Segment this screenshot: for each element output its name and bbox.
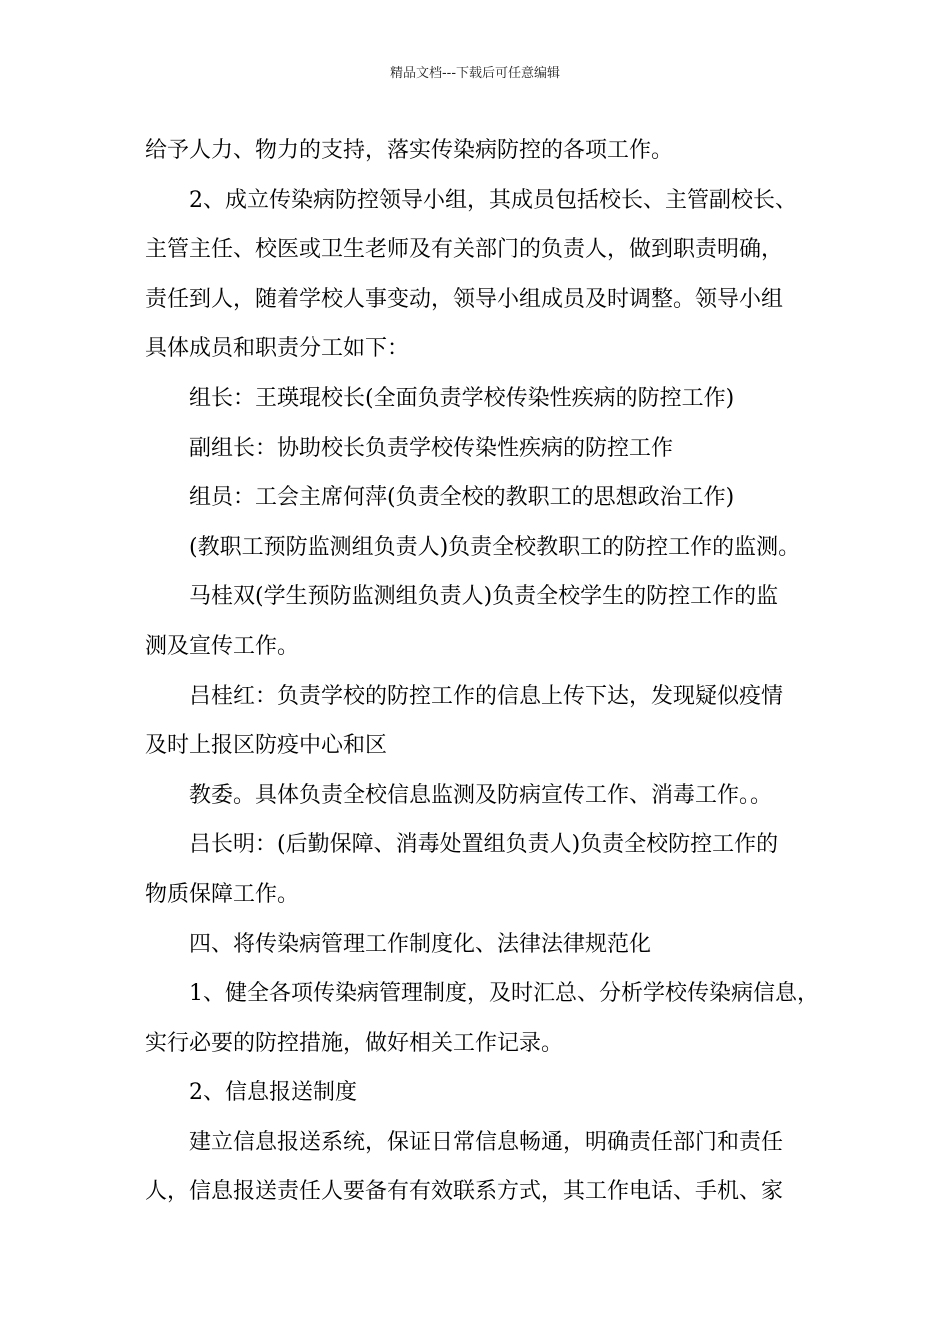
text-line: 副组长：协助校长负责学校传染性疾病的防控工作 [189,435,674,461]
text-line: 给予人力、物力的支持，落实传染病防控的各项工作。 [145,138,674,163]
text-line: 主管主任、校医或卫生老师及有关部门的负责人，做到职责明确， [145,237,784,263]
document-body [145,126,825,1217]
text-line: 组长：王瑛琨校长(全面负责学校传染性疾病的防控工作) [189,385,735,411]
text-line: 人，信息报送责任人要备有有效联系方式，其工作电话、手机、家 [145,1179,784,1205]
text-line: 教委。具体负责全校信息监测及防病宣传工作、消毒工作。。 [189,782,773,808]
text-line: 2、成立传染病防控领导小组，其成员包括校长、主管副校长、 [189,187,797,213]
text-line: 建立信息报送系统，保证日常信息畅通，明确责任部门和责任 [189,1129,784,1155]
text-line: 1、健全各项传染病管理制度，及时汇总、分析学校传染病信息， [189,981,819,1007]
text-line: 具体成员和职责分工如下： [145,336,410,362]
text-line: 责任到人，随着学校人事变动，领导小组成员及时调整。领导小组 [145,286,784,312]
text-line: 吕长明：(后勤保障、消毒处置组负责人)负责全校防控工作的 [189,832,779,858]
text-line: 吕桂红：负责学校的防控工作的信息上传下达，发现疑似疫情 [189,683,784,709]
text-line: (教职工预防监测组负责人)负责全校教职工的防控工作的监测。 [189,534,801,560]
text-line: 四、将传染病管理工作制度化、法律法律规范化 [189,931,652,957]
text-line: 测及宣传工作。 [145,633,300,659]
text-line: 及时上报区防疫中心和区 [145,733,388,759]
text-line: 2、信息报送制度 [189,1080,357,1106]
text-line: 实行必要的防控措施，做好相关工作记录。 [145,1030,564,1056]
text-line: 马桂双(学生预防监测组负责人)负责全校学生的防控工作的监 [189,584,779,610]
page-header: 精品文档---下载后可任意编辑 [389,66,561,81]
text-line: 组员：工会主席何萍(负责全校的教职工的思想政治工作) [189,485,735,511]
text-line: 物质保障工作。 [145,881,300,907]
